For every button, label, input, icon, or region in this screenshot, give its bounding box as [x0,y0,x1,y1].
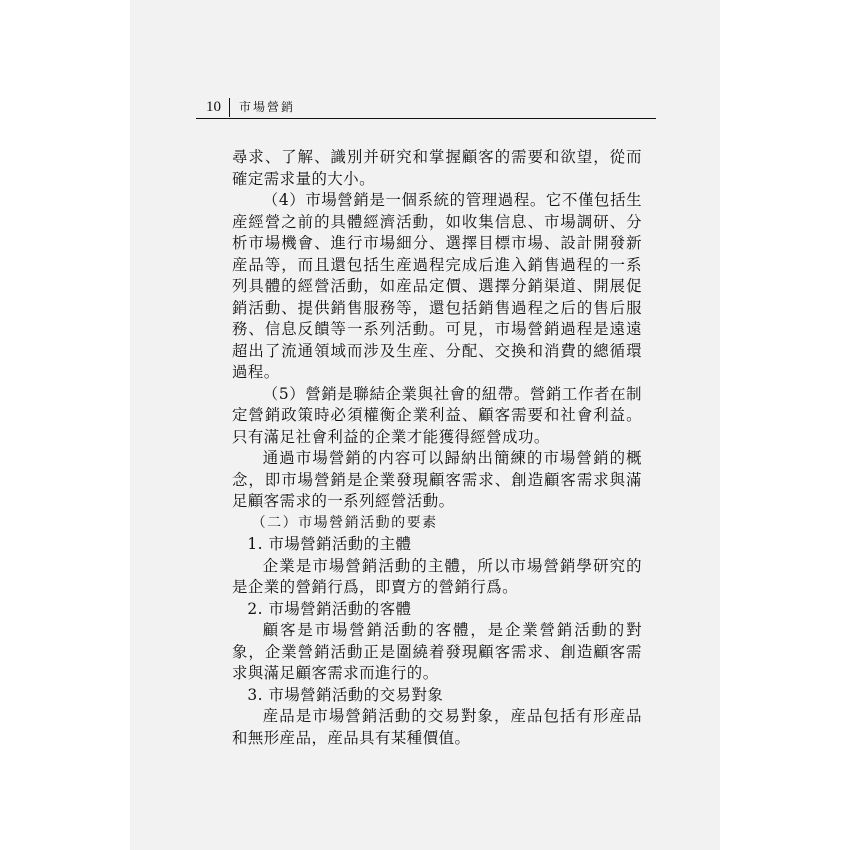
paragraph-object: 顧客是市場營銷活動的客體，是企業營銷活動的對象，企業營銷活動正是圍繞着發現顧客需求、創造顧客需求與滿足顧客需求而進行的。 [232,621,642,682]
paragraph-summary: 通過市場營銷的内容可以歸納出簡練的市場營銷的概念，即市場營銷是企業發現顧客需求、創造顧客需求與滿足顧客需求的一系列經營活動。 [232,449,642,510]
section-heading: （二）市場營銷活動的要素 [251,514,438,531]
subheading-trade-object: 3. 市場營銷活動的交易對象 [247,685,444,704]
paragraph-item-5: （5）營銷是聯結企業與社會的紐帶。營銷工作者在制定營銷政策時必須權衡企業利益、顧客需要和社會利益。只有滿足社會利益的企業才能獲得經營成功。 [232,384,642,446]
header-rule [196,118,656,119]
running-title: 市場營銷 [239,100,296,114]
body-text [232,147,642,749]
page-number: 10 [206,99,221,115]
paragraph-continuation: 尋求、了解、識別并研究和掌握顧客的需要和欲望，從而確定需求量的大小。 [232,148,642,188]
subheading-object: 2. 市場營銷活動的客體 [247,599,412,618]
page-header [196,98,656,118]
header-divider [229,98,230,117]
paragraph-subject: 企業是市場營銷活動的主體，所以市場營銷學研究的是企業的營銷行爲，即賣方的營銷行爲。 [232,556,642,596]
paragraph-trade-object: 産品是市場營銷活動的交易對象，産品包括有形産品和無形産品，産品具有某種價值。 [232,707,642,747]
paragraph-item-4: （4）市場營銷是一個系統的管理過程。它不僅包括生産經營之前的具體經濟活動，如收集信息、市場調研、分析市場機會、進行市場細分、選擇目標市場、設計開發新産品等，而且還包括生産過程完成后進入銷售過程的一系列具體的經營活動，如産品定價、選擇分銷渠道、開展促銷活動、提供銷售服務等，還包括銷售過程之后的售后服務、信息反饋等一系列活動。可見，市場營銷過程是遠遠超出了流通領域而涉及生産、分配、交換和消費的總循環過程。 [232,191,642,381]
subheading-subject: 1. 市場營銷活動的主體 [247,535,412,553]
